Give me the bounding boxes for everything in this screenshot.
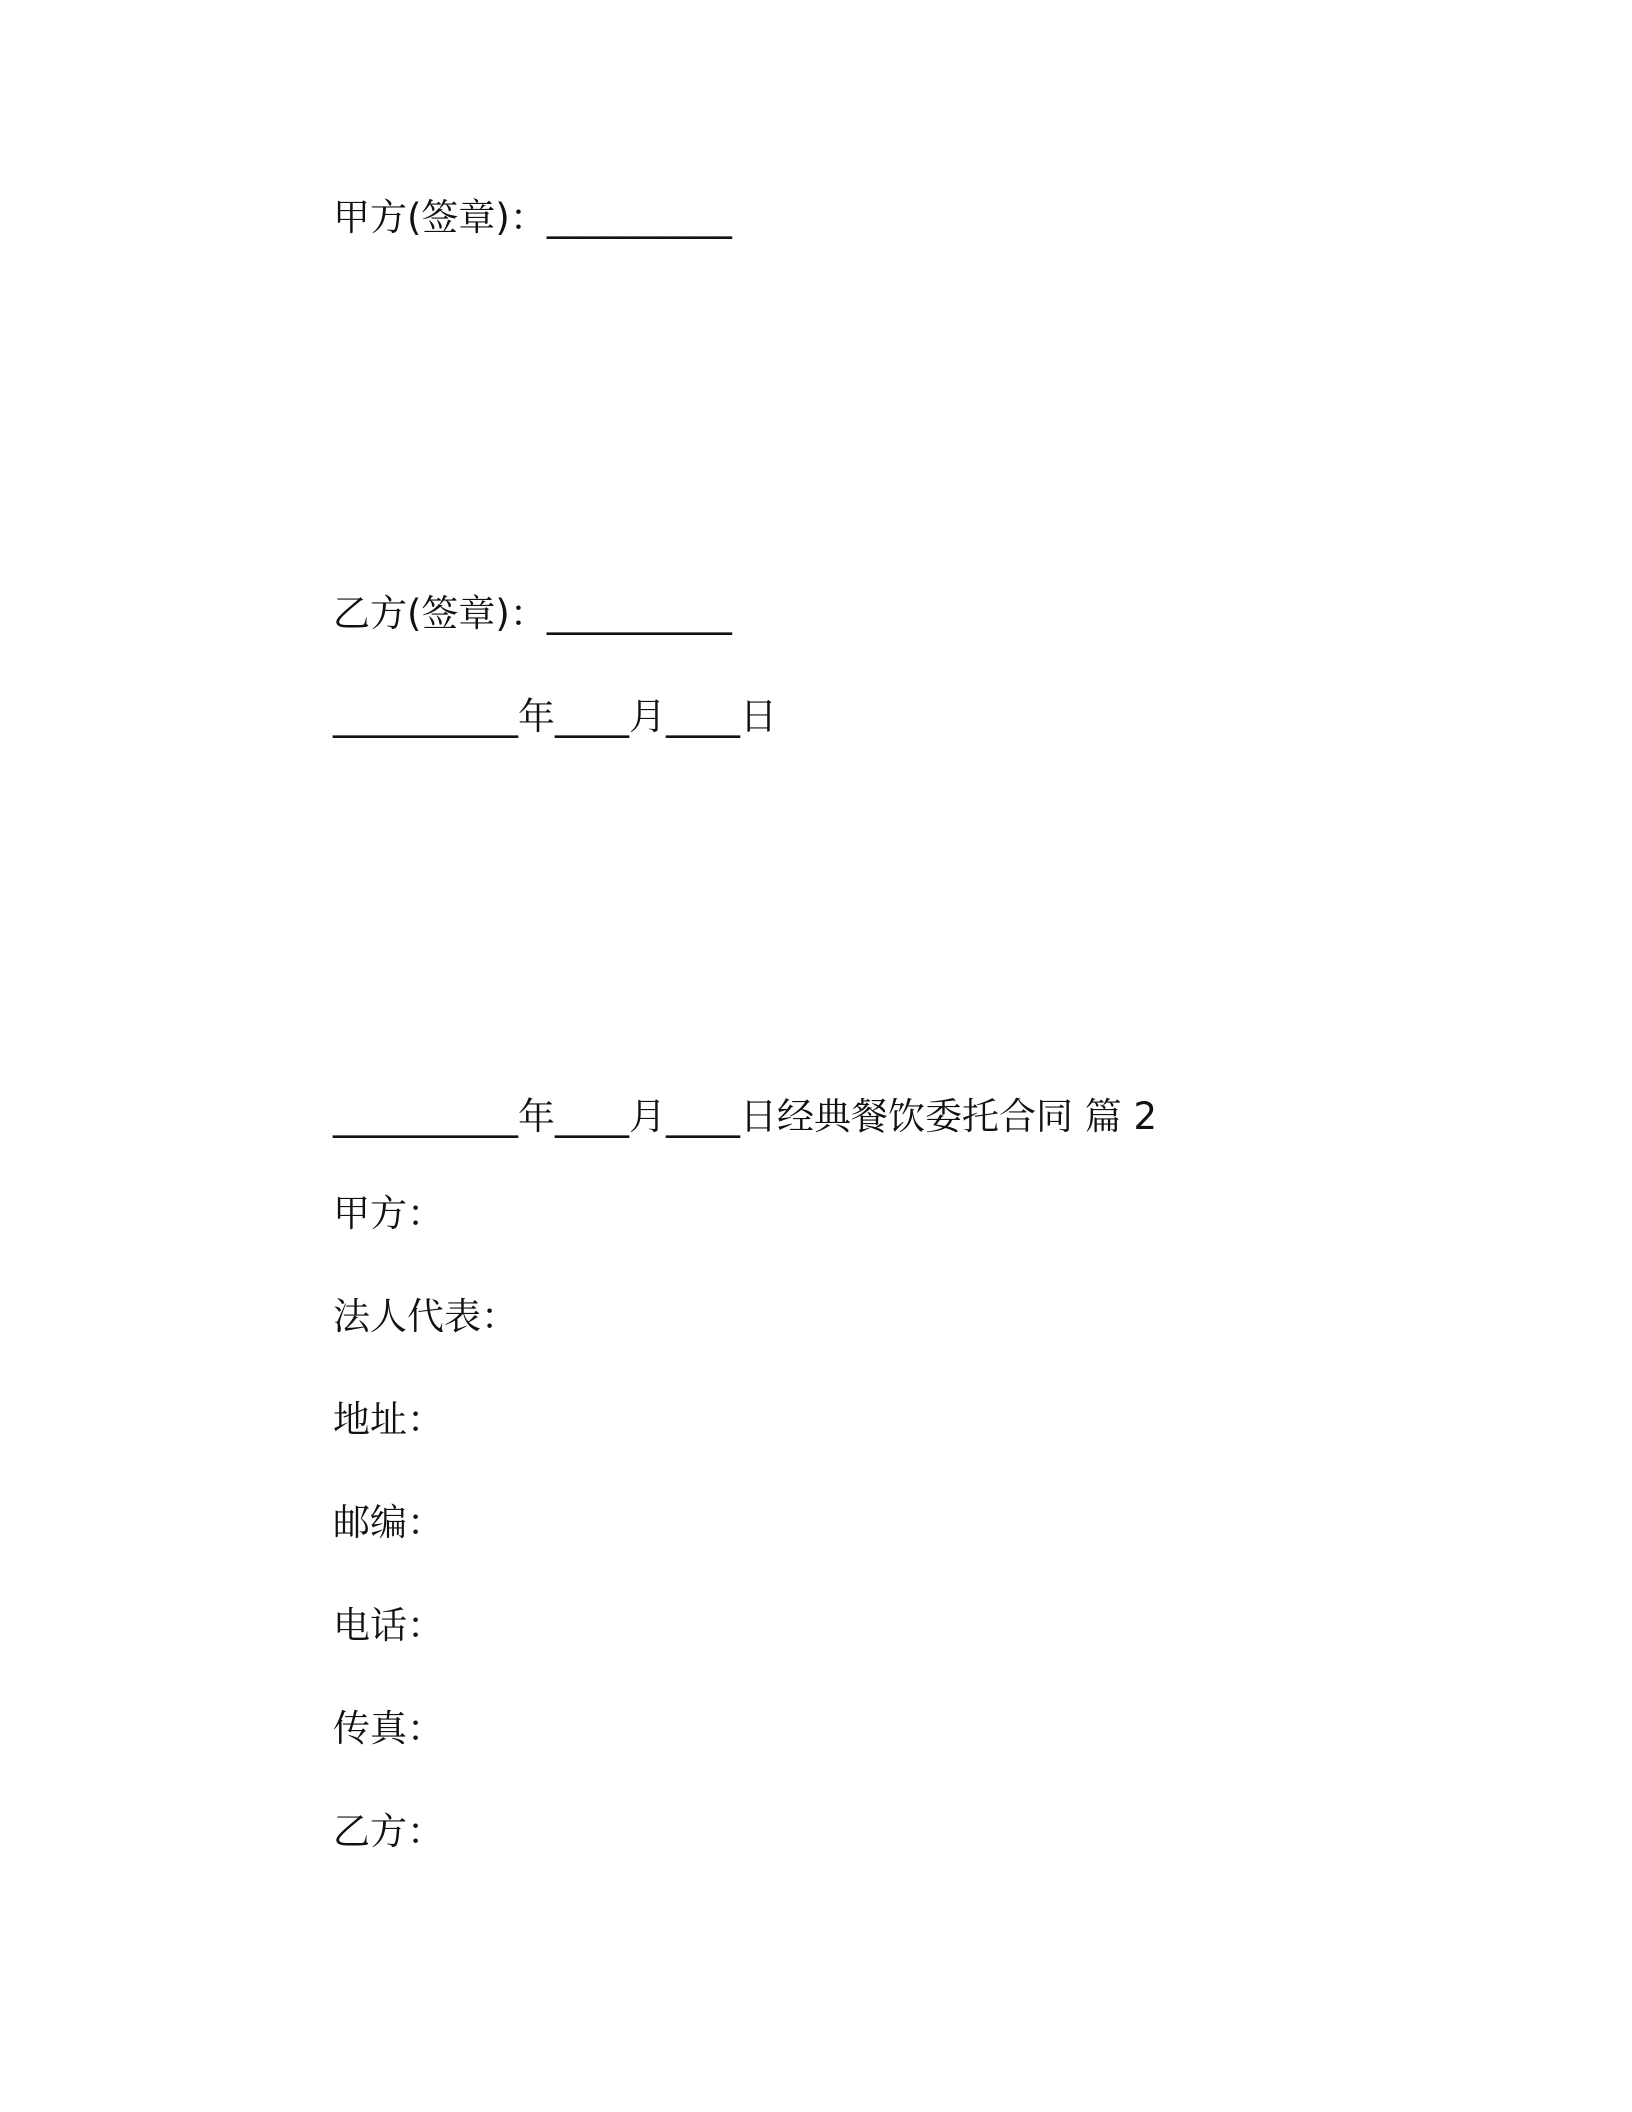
legal-representative-label: 法人代表：	[333, 1295, 518, 1338]
party-a-signature-line: 甲方(签章)：__________	[333, 196, 732, 239]
phone-label: 电话：	[333, 1604, 444, 1647]
postcode-label: 邮编：	[333, 1501, 444, 1544]
signature-date-line: __________年____月____日	[333, 695, 777, 738]
fax-label: 传真：	[333, 1707, 444, 1750]
party-b-label: 乙方：	[333, 1810, 444, 1853]
contract-title-line: __________年____月____日经典餐饮委托合同 篇 2	[333, 1095, 1158, 1138]
party-b-signature-line: 乙方(签章)：__________	[333, 592, 732, 635]
address-label: 地址：	[333, 1398, 444, 1441]
party-a-label: 甲方：	[333, 1192, 444, 1235]
